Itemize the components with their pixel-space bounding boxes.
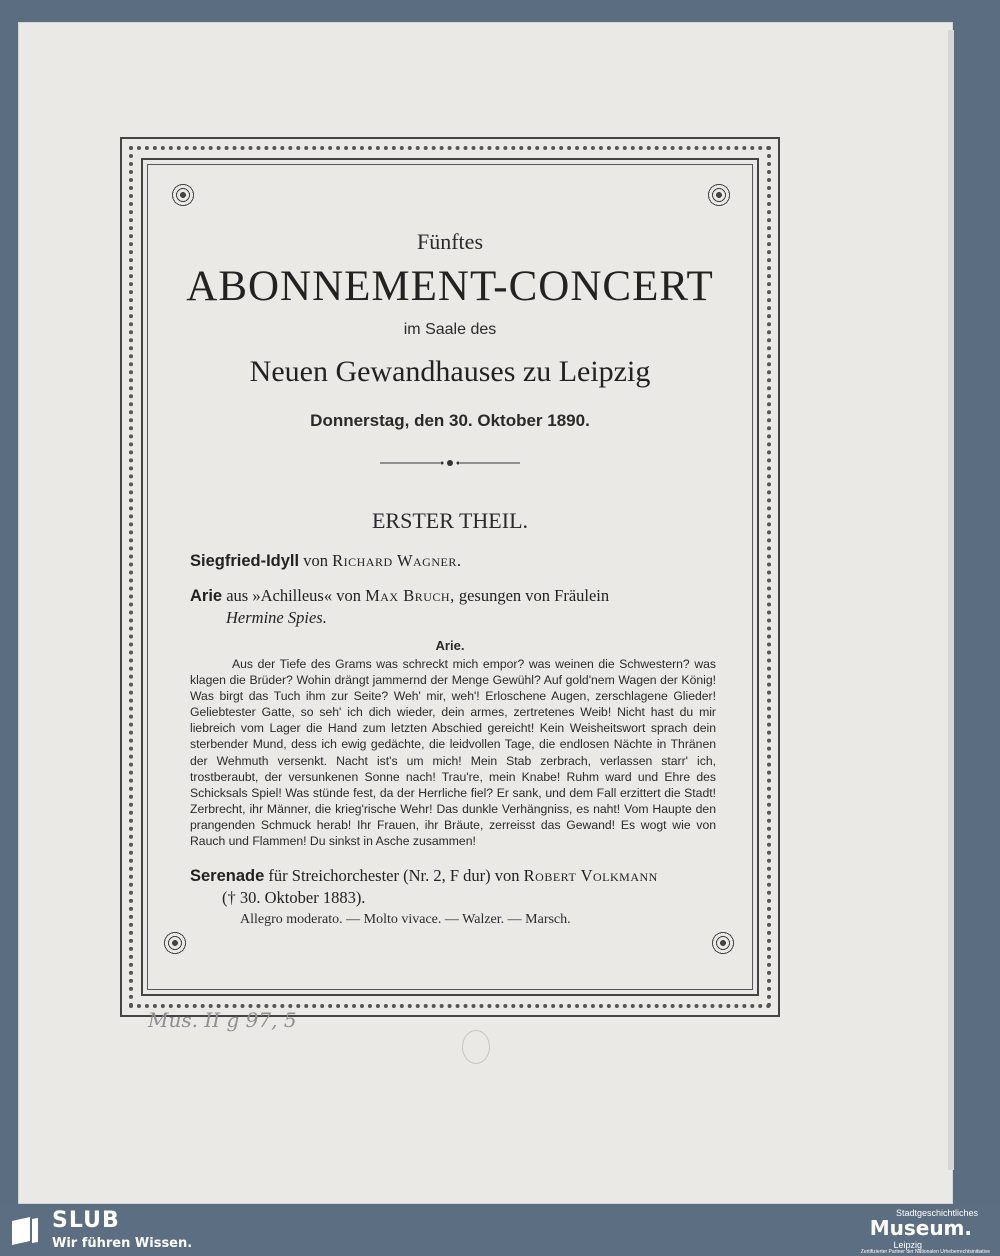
section-heading: ERSTER THEIL. xyxy=(371,508,529,533)
corner-ornament-icon xyxy=(704,180,734,210)
work-title: Serenade xyxy=(190,867,265,885)
library-claim: Wir führen Wissen. xyxy=(52,1236,193,1251)
program-item xyxy=(190,585,720,628)
singer-name: Hermine Spies. xyxy=(226,608,327,627)
composer-dates: († 30. Oktober 1883). xyxy=(222,888,366,907)
library-name[interactable]: SLUB xyxy=(52,1208,120,1233)
connector-text: von xyxy=(303,551,328,570)
footer-bar xyxy=(0,1206,1000,1256)
work-description: aus »Achilleus« von xyxy=(226,586,361,605)
shelfmark-annotation: Mus. II g 97, 5 xyxy=(148,1008,297,1032)
program-item xyxy=(190,550,730,572)
aria-heading: Arie. xyxy=(435,638,465,653)
program-item xyxy=(190,865,720,908)
performer-prefix: gesungen von Fräulein xyxy=(458,586,610,605)
venue-prefix: im Saale des xyxy=(403,321,497,338)
stamp-mark xyxy=(462,1030,490,1064)
museum-top-label: Stadtgeschichtliches xyxy=(895,1208,978,1218)
corner-ornament-icon xyxy=(160,928,190,958)
composer-name: Max Bruch, xyxy=(365,586,455,605)
corner-ornament-icon xyxy=(708,928,738,958)
composer-name: Richard Wagner. xyxy=(332,551,462,570)
aria-lyrics: Aus der Tiefe des Grams was schreckt mich empor? was weinen die Schwestern? was klagen die Brüder? Wohin drängt jammernd der Menge Gewühl? Auf gold'nem Wagen der König! Was birgt das Tuch ihm zur Seite? Weh' mir, weh'! Erloschene Augen, zerschlagene Glieder! Geliebtester Gatte, so seh' ich dich wieder, dein armes, zertretenes Weib! Nicht hast du mir liebreich vom Lager die Hand zum letzten Abschied gereicht! Kein Weisheitswort sprach dein sterbender Mund, dess ich ewig gedächte, die leidvollen Tage, die endlosen Nächte in Thränen der Wehmuth versenkt. Nacht ist's um mich! Mein Stab zerbrach, verlassen starr' ich, trostberaubt, der versunkenen Sonne nach! Trau're, mein Knabe! Ruhm ward und Ehre des Schicksals Spiel! Was stünde fest, da der Herrliche fiel? Er sank, und dem Fall erzittert die Stadt! Zerbrecht, ihr Männer, die krieg'rische Wehr! Das dunkle Verhängniss, es naht! Vom Haupte den prangenden Schmuck herab! Ihr Frauen, ihr Bräute, zerreisst das Gewand! Es wogt wie von Rauch und Flammen! Du sinkst in Asche zusammen! xyxy=(190,657,716,849)
concert-title: ABONNEMENT-CONCERT xyxy=(186,263,714,310)
museum-city: Leipzig xyxy=(893,1240,922,1250)
composer-name: Robert Volkmann xyxy=(523,866,658,885)
work-description: für Streichorchester (Nr. 2, F dur) von xyxy=(268,866,520,885)
museum-certification: Zertifizierter Partner der Nationalen Urheberrechtsinitiative xyxy=(860,1249,990,1255)
museum-name[interactable]: Museum. xyxy=(869,1216,972,1240)
venue-name: Neuen Gewandhauses zu Leipzig xyxy=(249,355,651,388)
paper-edge xyxy=(948,30,954,1170)
work-title: Arie xyxy=(190,587,223,605)
concert-date: Donnerstag, den 30. Oktober 1890. xyxy=(310,411,590,430)
movement-list: Allegro moderato. — Molto vivace. — Walzer. — Marsch. xyxy=(240,912,571,927)
corner-ornament-icon xyxy=(168,180,198,210)
work-title: Siegfried-Idyll xyxy=(190,552,300,570)
divider-ornament-icon xyxy=(380,458,520,468)
slub-logo-icon[interactable] xyxy=(10,1215,40,1247)
pre-title: Fünftes xyxy=(417,229,483,254)
